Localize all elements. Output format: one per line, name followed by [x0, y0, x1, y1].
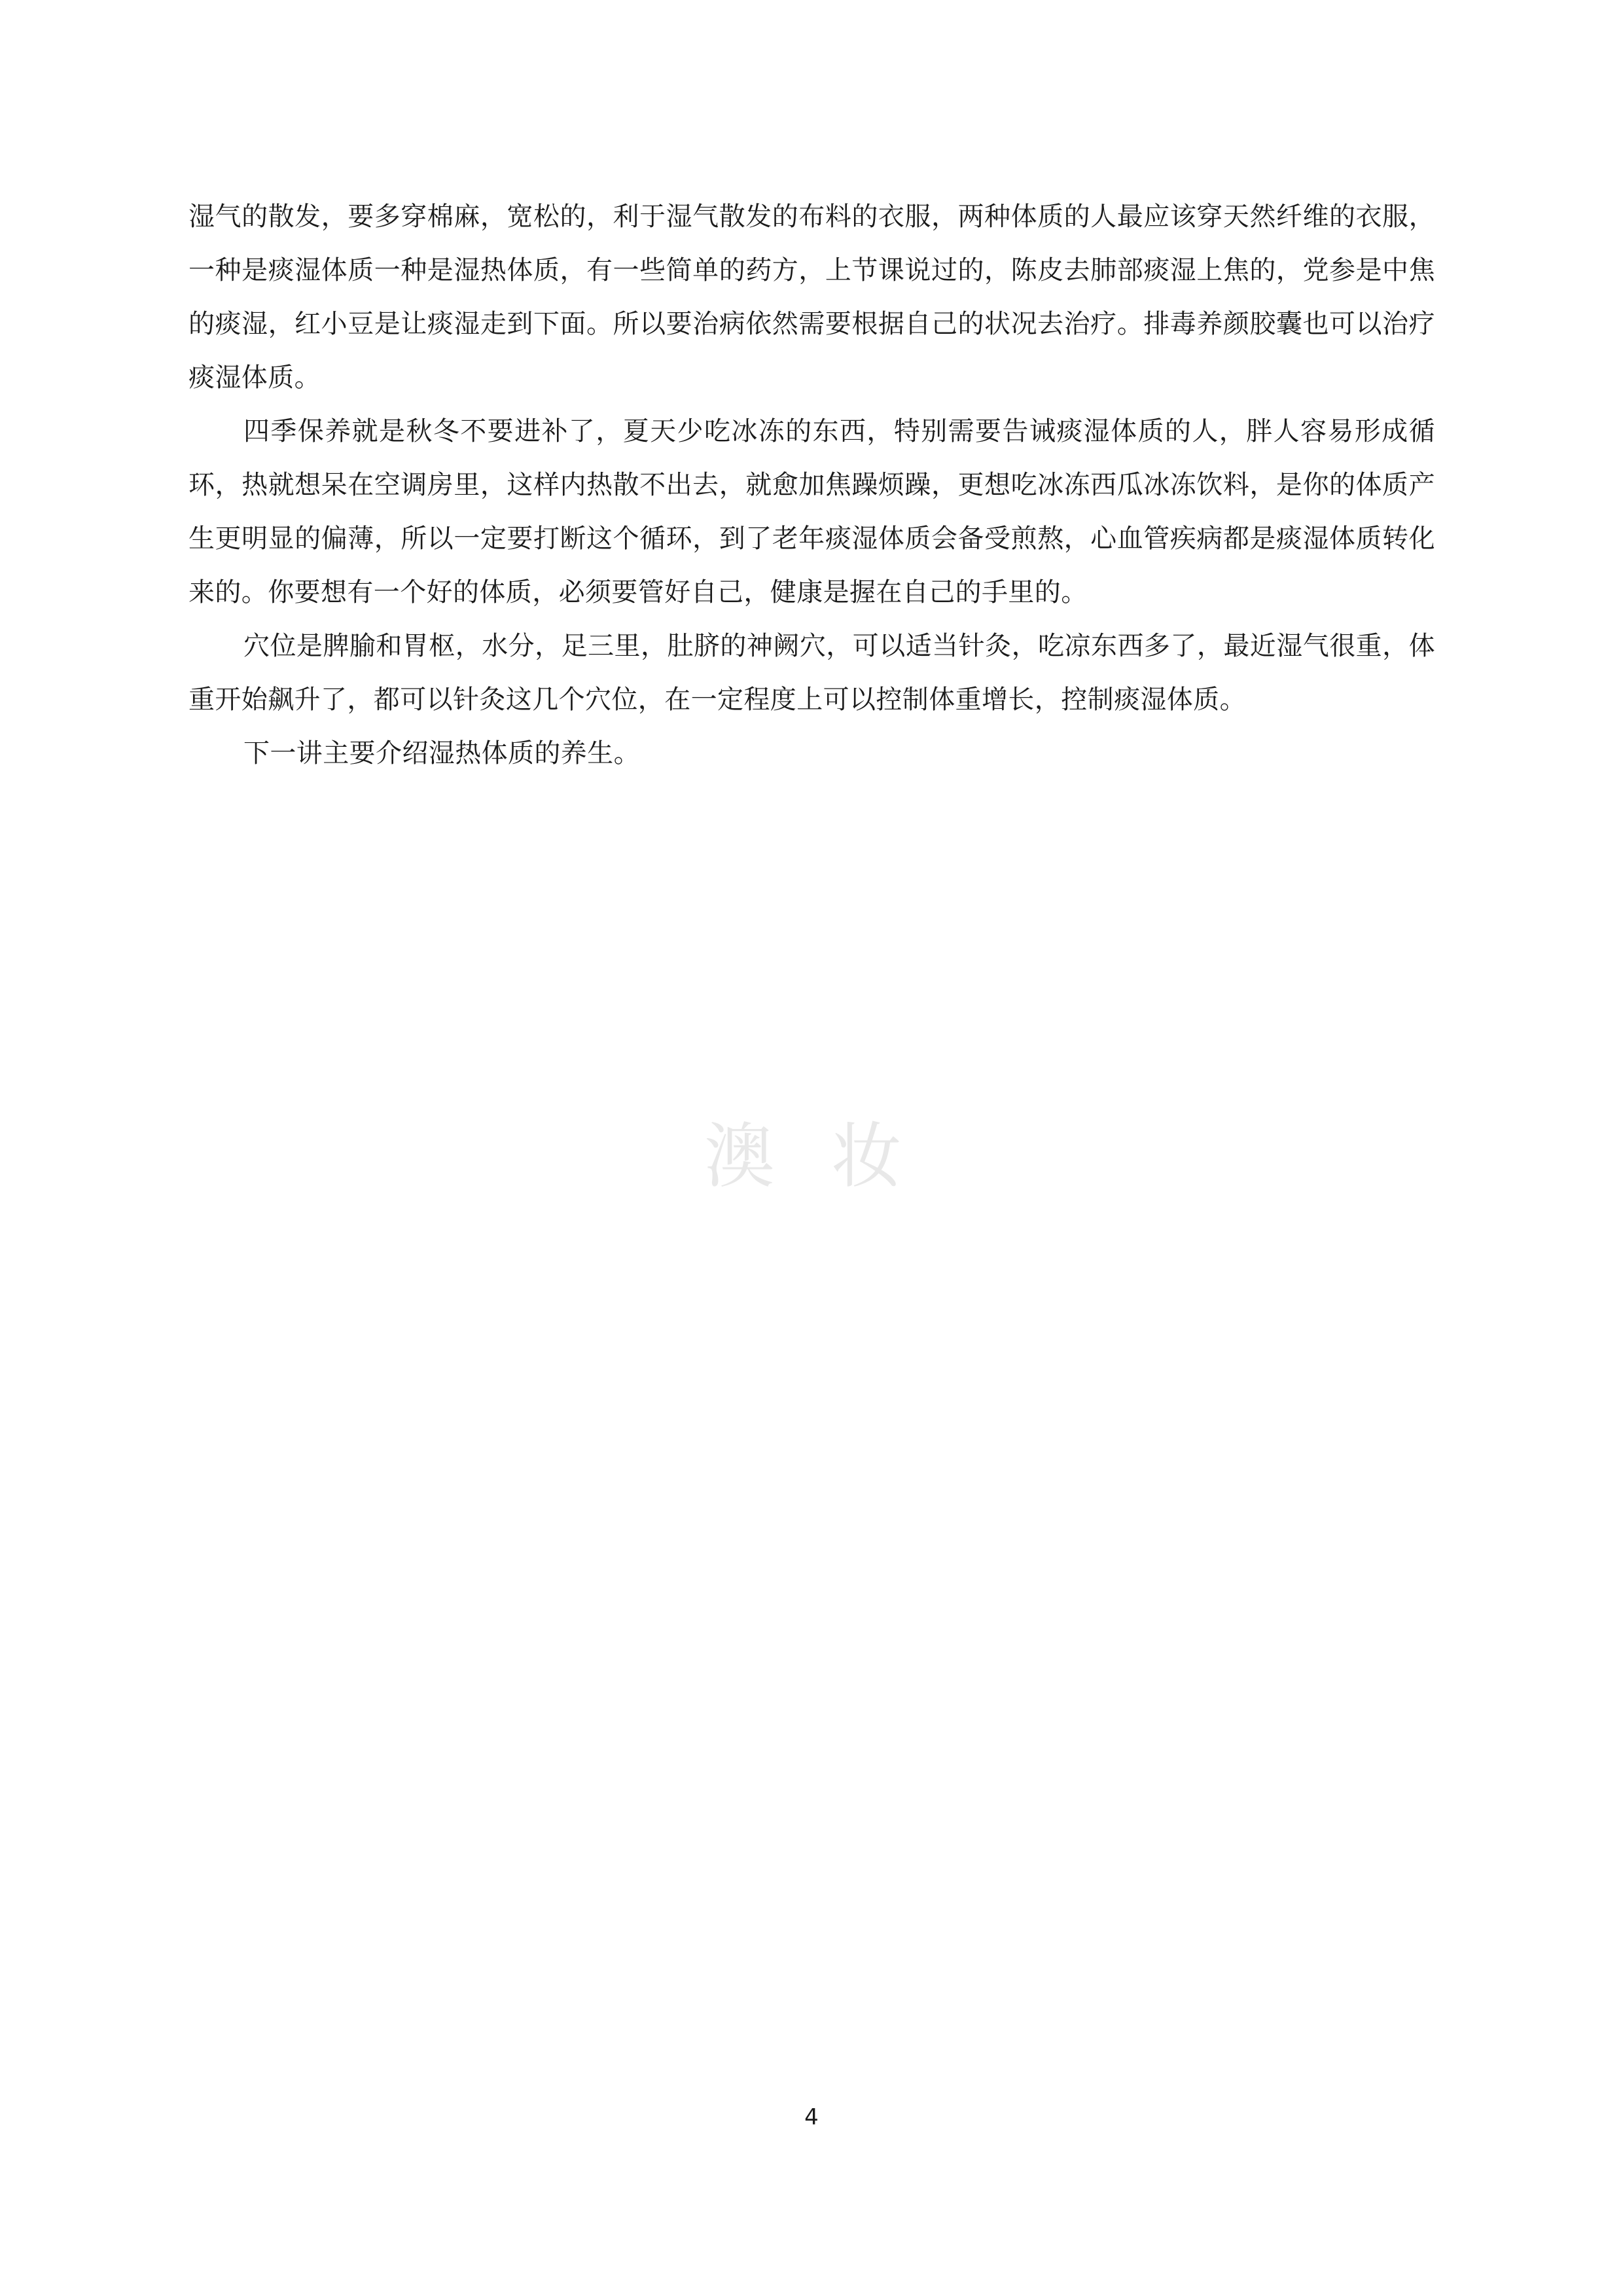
paragraph-1: 湿气的散发，要多穿棉麻，宽松的，利于湿气散发的布料的衣服，两种体质的人最应该穿天然纤维的衣服，一种是痰湿体质一种是湿热体质，有一些简单的药方，上节课说过的，陈皮去肺部痰湿上焦的，党参是中焦的痰湿，红小豆是让痰湿走到下面。所以要治病依然需要根据自己的状况去治疗。排毒养颜胶囊也可以治疗痰湿体质。 — [188, 202, 1435, 393]
watermark: 澳 妆 — [704, 1116, 919, 1198]
paragraph-4: 下一讲主要介绍湿热体质的养生。 — [243, 738, 640, 768]
page-number: 4 — [804, 2104, 819, 2130]
paragraph-3: 穴位是脾腧和胃枢，水分，足三里，肚脐的神阙穴，可以适当针灸，吃凉东西多了，最近湿气很重，体重开始飙升了，都可以针灸这几个穴位，在一定程度上可以控制体重增长，控制痰湿体质。 — [188, 631, 1435, 715]
page-body — [188, 190, 1435, 780]
paragraph-2: 四季保养就是秋冬不要进补了，夏天少吃冰冻的东西，特别需要告诫痰湿体质的人，胖人容易形成循环，热就想呆在空调房里，这样内热散不出去，就愈加焦躁烦躁，更想吃冰冻西瓜冰冻饮料，是你的体质产生更明显的偏薄，所以一定要打断这个循环，到了老年痰湿体质会备受煎熬，心血管疾病都是痰湿体质转化来的。你要想有一个好的体质，必须要管好自己，健康是握在自己的手里的。 — [188, 416, 1435, 607]
